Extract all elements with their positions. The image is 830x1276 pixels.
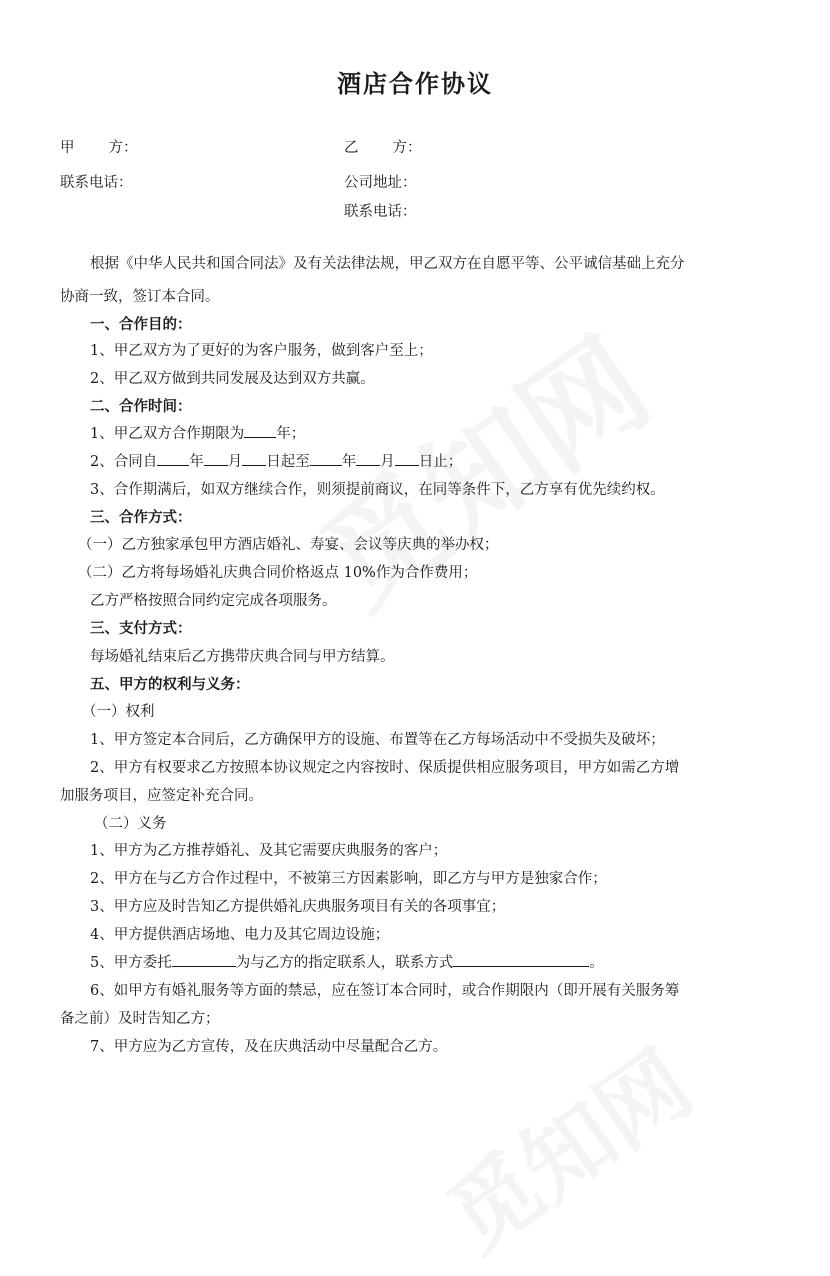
start-month-blank[interactable] xyxy=(204,451,228,466)
section-3-title: 三、合作方式： xyxy=(90,509,192,526)
section-3-item-1: （一）乙方独家承包甲方酒店婚礼、寿宴、会议等庆典的举办权； xyxy=(78,537,499,553)
section-5-obligation-5 xyxy=(90,951,802,972)
section-5-obligation-6-line-2: 备之前）及时告知乙方； xyxy=(60,1011,220,1027)
period: 。 xyxy=(589,955,604,971)
end-year-blank[interactable] xyxy=(310,451,342,466)
section-5-obligation-7: 7、甲方应为乙方宣传，及在庆典活动中尽量配合乙方。 xyxy=(90,1039,448,1055)
contact-method-blank[interactable] xyxy=(453,952,589,967)
party-a-phone: 联系电话： xyxy=(60,175,133,191)
party-b-address: 公司地址： xyxy=(344,175,417,191)
section-5-right-2-line-1: 2、甲方有权要求乙方按照本协议规定之内容按时、保质提供相应服务项目，甲方如需乙方增 xyxy=(90,760,680,776)
section-4-item-1: 每场婚礼结束后乙方携带庆典合同与甲方结算。 xyxy=(90,649,395,665)
section-5-right-2-line-2: 加服务项目，应签定补充合同。 xyxy=(60,788,263,804)
section-1-item-1: 1、甲乙双方为了更好的为客户服务，做到客户至上； xyxy=(90,343,433,359)
end-month-unit: 月 xyxy=(380,454,395,470)
section-5-obligation-1: 1、甲方为乙方推荐婚礼、及其它需要庆典服务的客户； xyxy=(90,843,448,859)
start-text: 2、合同自 xyxy=(90,454,158,470)
start-month-unit: 月 xyxy=(227,454,243,470)
contact-person-blank[interactable] xyxy=(172,952,236,967)
start-day-blank[interactable] xyxy=(242,451,266,466)
section-5-obligations-heading: （二）义务 xyxy=(94,816,167,832)
term-years-blank[interactable] xyxy=(244,423,276,438)
party-b-label: 乙 xyxy=(344,140,359,156)
section-4-title: 三、支付方式： xyxy=(90,620,192,637)
intro-line-2: 协商一致，签订本合同。 xyxy=(60,289,220,305)
section-5-obligation-2: 2、甲方在与乙方合作过程中，不被第三方因素影响，即乙方与甲方是独家合作； xyxy=(90,871,607,887)
contact-text: 为与乙方的指定联系人，联系方式 xyxy=(235,955,454,971)
section-2-item-2 xyxy=(90,450,802,471)
party-b-line xyxy=(344,136,422,157)
party-a-line xyxy=(60,136,138,157)
start-year-blank[interactable] xyxy=(157,451,189,466)
section-1-item-2: 2、甲乙双方做到共同发展及达到双方共赢。 xyxy=(90,371,375,387)
section-5-right-1: 1、甲方签定本合同后，乙方确保甲方的设施、布置等在乙方每场活动中不受损失及破坏； xyxy=(90,732,665,748)
end-day-blank[interactable] xyxy=(395,451,419,466)
delegate-text: 5、甲方委托 xyxy=(90,955,172,971)
term-text: 1、甲乙双方合作期限为 xyxy=(90,426,245,442)
end-year-unit: 年 xyxy=(341,454,357,470)
section-2-title: 二、合作时间： xyxy=(90,398,192,415)
document-title: 酒店合作协议 xyxy=(337,69,493,98)
party-a-label: 甲 xyxy=(60,140,75,156)
party-b-phone: 联系电话： xyxy=(344,204,417,220)
end-day-unit: 日止； xyxy=(418,454,463,470)
section-5-obligation-3: 3、甲方应及时告知乙方提供婚礼庆典服务项目有关的各项事宜； xyxy=(90,899,506,915)
section-1-title: 一、合作目的： xyxy=(90,316,192,333)
end-text: 日起至 xyxy=(266,454,310,470)
section-5-obligation-6-line-1: 6、如甲方有婚礼服务等方面的禁忌，应在签订本合同时，或合作期限内（即开展有关服务筹 xyxy=(90,983,680,999)
end-month-blank[interactable] xyxy=(356,451,380,466)
section-2-item-3: 3、合作期满后，如双方继续合作，则须提前商议，在同等条件下，乙方享有优先续约权。 xyxy=(90,482,665,498)
term-unit: 年； xyxy=(276,426,306,442)
section-5-title: 五、甲方的权利与义务： xyxy=(90,676,250,693)
party-a-label-suffix: 方： xyxy=(108,140,138,156)
section-3-item-2: （二）乙方将每场婚礼庆典合同价格返点 10%作为合作费用； xyxy=(78,565,478,581)
intro-line-1: 根据《中华人民共和国合同法》及有关法律法规，甲乙双方在自愿平等、公平诚信基础上充分 xyxy=(90,256,685,272)
section-5-rights-heading: （一）权利 xyxy=(82,704,155,720)
start-year-unit: 年 xyxy=(189,454,204,470)
section-3-item-3: 乙方严格按照合同约定完成各项服务。 xyxy=(90,593,337,609)
party-b-label-suffix: 方： xyxy=(392,140,422,156)
section-5-obligation-4: 4、甲方提供酒店场地、电力及其它周边设施； xyxy=(90,927,390,943)
section-2-item-1 xyxy=(90,422,802,443)
